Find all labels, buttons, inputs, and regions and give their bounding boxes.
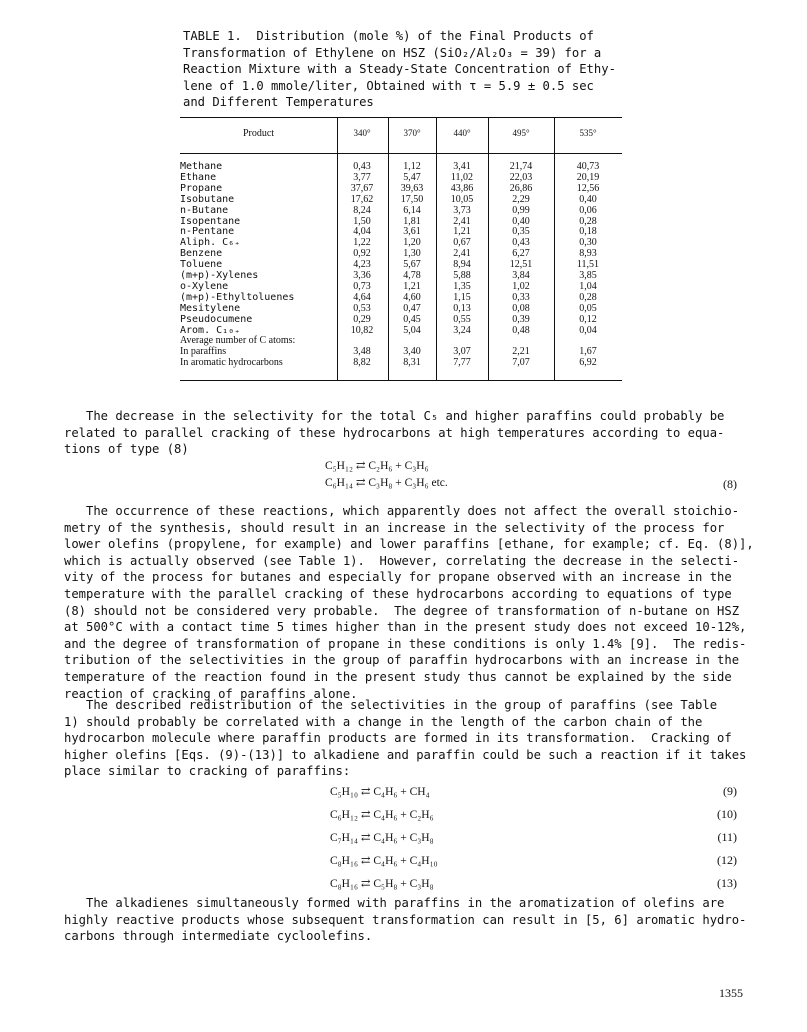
table-row-label: Isopentane: [180, 215, 241, 227]
table-row-label: (m+p)-Ethyltoluenes: [180, 291, 295, 303]
table-cell: 0,48: [512, 324, 530, 336]
table-cell: 11,02: [450, 171, 474, 183]
text-line: TABLE 1. Distribution (mole %) of the Final Products of: [183, 29, 594, 43]
text-line: related to parallel cracking of these hydrocarbons at high temperatures according to equa-: [64, 425, 725, 440]
text-line: vity of the process for butanes and especially for propane observed with an increase in the: [64, 570, 732, 585]
text-line: highly reactive products whose subsequent transformation can result in [5, 6] aromatic hydro-: [64, 912, 747, 927]
text-line: at 500°C with a contact time 5 times higher than in the present study does not exceed 10-12%,: [64, 620, 747, 635]
equation-number: (10): [717, 807, 737, 821]
table-row-label: o-Xylene: [180, 280, 229, 292]
table-cell: 0,33: [512, 291, 530, 303]
table-cell: 0,04: [579, 324, 597, 336]
text-line: lene of 1.0 mmole/liter, Obtained with τ = 5.9 ± 0.5 sec: [183, 78, 594, 93]
table-cell: 2,21: [512, 346, 530, 358]
table-row-label: (m+p)-Xylenes: [180, 270, 259, 281]
text-line: tions of type (8): [64, 442, 189, 457]
table-row-label: In paraffins: [180, 346, 227, 358]
table-cell: 10,05: [450, 193, 474, 205]
table-cell: 0,40: [512, 215, 530, 227]
table-cell: 6,92: [579, 357, 597, 369]
equation-8-line1: C₅H₁₂ ⇄ C₂H₆ + C₃H₆: [325, 460, 429, 472]
table-cell: 4,23: [353, 259, 371, 271]
table-cell: 26,86: [509, 182, 533, 194]
table-row-label: Aliph. C₆₊: [180, 237, 241, 249]
header-temperature: 440°: [453, 128, 471, 138]
table-cell: 1,21: [403, 280, 421, 292]
paragraph-4: [64, 895, 747, 945]
text-line: (8) should not be considered very probable. The degree of transformation of n-butane on HSZ: [64, 603, 740, 618]
table-cell: 3,07: [453, 346, 471, 358]
table-cell: 1,35: [453, 280, 471, 292]
table-header-rule: [180, 153, 622, 154]
text-line: metry of the synthesis, should result in an increase in the selectivity of the process for: [64, 520, 725, 535]
table-row-label: Toluene: [180, 259, 223, 271]
table-cell: 1,21: [453, 226, 471, 238]
equation-number: (11): [717, 830, 737, 844]
table-top-rule: [180, 117, 622, 118]
text-line: higher olefins [Eqs. (9)-(13)] to alkadiene and paraffin could be such a reaction if it takes: [64, 747, 747, 762]
table-cell: 0,45: [403, 313, 421, 325]
table-cell: 0,47: [403, 302, 421, 314]
text-line: 1) should probably be correlated with a change in the length of the carbon chain of the: [64, 714, 703, 729]
equation: C₇H₁₄ ⇄ C₄H₆ + C₃H₈: [330, 832, 434, 844]
table-cell: 4,64: [353, 291, 371, 303]
table-cell: 3,73: [453, 204, 471, 216]
table-cell: 8,93: [579, 248, 597, 260]
text-line: Reaction Mixture with a Steady-State Concentration of Ethy-: [183, 62, 616, 76]
table-cell: 0,99: [512, 204, 530, 216]
table-cell: 4,04: [353, 226, 371, 238]
header-temperature: 495°: [512, 128, 530, 138]
table-cell: 0,05: [579, 302, 597, 314]
table-cell: 0,30: [579, 237, 597, 249]
table-cell: 0,55: [453, 313, 471, 325]
table-row-label: Average number of C atoms:: [180, 335, 296, 347]
table-cell: 1,15: [453, 291, 471, 303]
table-cell: 12,51: [509, 259, 533, 271]
table-cell: 5,67: [403, 259, 421, 271]
table-row-label: n-Butane: [180, 204, 229, 216]
text-line: temperature of the reaction found in the present study thus cannot be explained by the side: [64, 669, 732, 684]
table-cell: 22,03: [509, 171, 533, 183]
table-cell: 5,88: [453, 270, 471, 281]
equation-8-line2: C₆H₁₄ ⇄ C₃H₈ + C₃H₆ etc.: [325, 477, 448, 489]
table-cell: 6,27: [512, 248, 530, 260]
text-line: which is actually observed (see Table 1). However, correlating the decrease in the selecti-: [64, 553, 740, 568]
table-cell: 1,50: [353, 215, 371, 227]
table-cell: 0,13: [453, 302, 471, 314]
equation-number: (13): [717, 876, 737, 890]
text-line: tribution of the selectivities in the group of paraffin hydrocarbons with an increase in the: [64, 653, 740, 668]
equation-number: (12): [717, 853, 737, 867]
text-line: temperature with the parallel cracking of these hydrocarbons according to equations of type: [64, 586, 732, 601]
table-cell: 1,81: [403, 215, 421, 227]
column-divider: [388, 117, 389, 381]
table-cell: 2,41: [453, 248, 471, 260]
table-cell: 0,39: [512, 313, 530, 325]
text-line: lower olefins (propylene, for example) and lower paraffins [ethane, for example; cf. Eq. (8)],: [64, 537, 754, 552]
header-temperature: 340°: [353, 128, 371, 138]
text-line: carbons through intermediate cycloolefins.: [64, 929, 373, 944]
text-line: The occurrence of these reactions, which apparently does not affect the overall stoichio-: [64, 504, 740, 518]
table-cell: 17,62: [350, 193, 374, 205]
header-temperature: 370°: [403, 128, 421, 138]
equation: C₈H₁₆ ⇄ C₄H₆ + C₄H₁₀: [330, 855, 438, 867]
equation-8-number: (8): [723, 477, 737, 491]
table-cell: 3,41: [453, 161, 471, 172]
text-line: and Different Temperatures: [183, 95, 374, 109]
table-cell: 37,67: [350, 182, 374, 194]
table-cell: 11,51: [576, 259, 600, 271]
table-cell: 40,73: [576, 161, 600, 172]
table-cell: 0,28: [579, 215, 597, 227]
paragraph-2: [64, 503, 754, 702]
table-cell: 2,29: [512, 193, 530, 205]
table-cell: 7,77: [453, 357, 471, 369]
paragraph-3: [64, 697, 747, 780]
table-cell: 0,18: [579, 226, 597, 238]
column-divider: [337, 117, 338, 381]
table-cell: 10,82: [350, 324, 374, 336]
text-line: hydrocarbon molecule where paraffin products are formed in its transformation. Cracking of: [64, 731, 732, 746]
table-cell: 3,24: [453, 324, 471, 336]
text-line: Transformation of Ethylene on HSZ (SiO₂/Al₂O₃ = 39) for a: [183, 45, 602, 60]
table-cell: 0,29: [353, 313, 371, 325]
table-cell: 0,43: [512, 237, 530, 249]
table-cell: 1,22: [353, 237, 371, 249]
table-cell: 0,08: [512, 302, 530, 314]
page-number: 1355: [719, 986, 743, 1000]
table-cell: 8,82: [353, 357, 371, 369]
table-cell: 0,35: [512, 226, 530, 238]
equation: C₆H₁₂ ⇄ C₄H₆ + C₂H₆: [330, 809, 434, 821]
table-row-label: Isobutane: [180, 193, 235, 205]
table-cell: 3,84: [512, 270, 530, 281]
table-cell: 1,04: [579, 280, 597, 292]
text-line: place similar to cracking of paraffins:: [64, 764, 351, 779]
table-cell: 4,78: [403, 270, 421, 281]
table-cell: 3,40: [403, 346, 421, 358]
table-cell: 0,67: [453, 237, 471, 249]
table-cell: 2,41: [453, 215, 471, 227]
table-row-label: Propane: [180, 182, 223, 194]
table-cell: 12,56: [576, 182, 600, 194]
table-cell: 0,73: [353, 280, 371, 292]
text-line: The alkadienes simultaneously formed with paraffins in the aromatization of olefins are: [64, 896, 725, 910]
table-row-label: n-Pentane: [180, 226, 235, 238]
table-row-label: Benzene: [180, 248, 223, 260]
table-cell: 3,61: [403, 226, 421, 238]
table-cell: 5,47: [403, 171, 421, 183]
table-cell: 21,74: [509, 161, 533, 172]
table-cell: 0,12: [579, 313, 597, 325]
table-cell: 3,85: [579, 270, 597, 281]
table-cell: 0,53: [353, 302, 371, 314]
table-cell: 1,12: [403, 161, 421, 172]
table-cell: 0,28: [579, 291, 597, 303]
table-cell: 8,94: [453, 259, 471, 271]
table-row-label: Methane: [180, 161, 223, 172]
table-cell: 3,77: [353, 171, 371, 183]
table-cell: 1,02: [512, 280, 530, 292]
table-cell: 1,30: [403, 248, 421, 260]
table-cell: 1,20: [403, 237, 421, 249]
table-row-label: Ethane: [180, 171, 217, 183]
table-cell: 20,19: [576, 171, 600, 183]
table-cell: 0,43: [353, 161, 371, 172]
table-cell: 8,31: [403, 357, 421, 369]
table-cell: 5,04: [403, 324, 421, 336]
header-product: Product: [242, 128, 275, 139]
table-cell: 0,06: [579, 204, 597, 216]
table-cell: 39,63: [400, 182, 424, 194]
table-caption: [183, 28, 623, 111]
table-row-label: In aromatic hydrocarbons: [180, 357, 283, 369]
table-cell: 3,36: [353, 270, 371, 281]
table-cell: 4,60: [403, 291, 421, 303]
text-line: and the degree of transformation of propane in these conditions is only 1.4% [9]. The redis-: [64, 636, 747, 651]
table-cell: 6,14: [403, 204, 421, 216]
text-line: The described redistribution of the selectivities in the group of paraffins (see Table: [64, 698, 718, 712]
table-cell: 43,86: [450, 182, 474, 194]
paragraph-1: [64, 408, 744, 458]
table-cell: 7,07: [512, 357, 530, 369]
header-temperature: 535°: [579, 128, 597, 138]
table-row-label: Arom. C₁₀₊: [180, 324, 241, 336]
table-cell: 3,48: [353, 346, 371, 358]
equation-number: (9): [723, 784, 737, 798]
table-row-label: Mesitylene: [180, 302, 241, 314]
text-line: reaction of cracking of paraffins alone.: [64, 686, 358, 701]
table-bottom-rule: [180, 380, 622, 381]
column-divider: [488, 117, 489, 381]
table-cell: 8,24: [353, 204, 371, 216]
equation: C₅H₁₀ ⇄ C₄H₆ + CH₄: [330, 786, 430, 798]
column-divider: [436, 117, 437, 381]
table-row-label: Pseudocumene: [180, 313, 253, 325]
text-line: The decrease in the selectivity for the total C₅ and higher paraffins could probably be: [64, 409, 725, 423]
equation: C₈H₁₆ ⇄ C₅H₈ + C₃H₈: [330, 878, 434, 890]
table-cell: 17,50: [400, 193, 424, 205]
table-cell: 0,40: [579, 193, 597, 205]
column-divider: [554, 117, 555, 381]
table-cell: 0,92: [353, 248, 371, 260]
table-cell: 1,67: [579, 346, 597, 358]
